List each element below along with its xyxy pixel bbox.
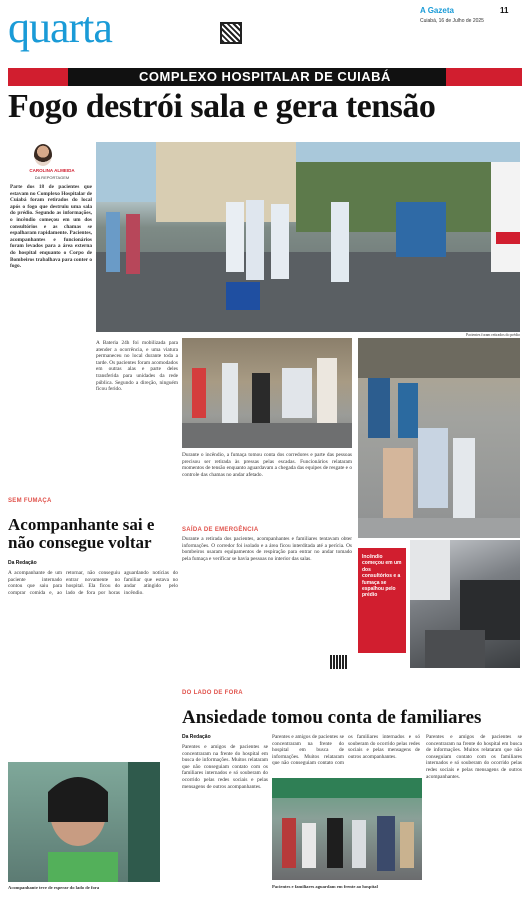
author-name: CAROLINA ALMEIDA bbox=[29, 168, 75, 173]
main-photo-scene bbox=[96, 142, 520, 332]
main-photo-caption: Pacientes foram retirados do prédio bbox=[466, 333, 520, 337]
bottom-story-kicker: DO LADO DE FORA bbox=[182, 690, 243, 696]
left-story-byline: Da Redação bbox=[8, 560, 37, 566]
bottom-photo-caption: Pacientes e familiares aguardam em frente ao hospital bbox=[272, 884, 378, 889]
left-story-text: A acompanhante de um paciente internado contou que saiu para comprar comida e, ao retornar, não conseguiu entrar novamente no hospital. Ela ficou do lado de fora por horas aguardando notícias do familiar que estava no andar atingido pelo incêndio. bbox=[8, 570, 178, 596]
right-photo bbox=[358, 338, 520, 538]
bottom-story-text-3: Parentes e amigos de pacientes se concentraram na frente do hospital em busca de informações. Muitos relataram que não conseguiam contato com os familiares internados e só souberam do ocorrido pelas redes sociais e pelas mensagens de outros acompanhantes. bbox=[426, 734, 522, 780]
left-bottom-caption: Acompanhante teve de esperar do lado de fora bbox=[8, 885, 100, 890]
topic-banner bbox=[8, 68, 522, 86]
banner-label: COMPLEXO HOSPITALAR DE CUIABÁ bbox=[139, 69, 391, 84]
middle-photo-scene bbox=[182, 338, 352, 448]
author-role: DA REPORTAGEM bbox=[34, 175, 70, 180]
right-photo-scene bbox=[358, 338, 520, 538]
bottom-photo bbox=[272, 778, 422, 880]
section-title: quarta bbox=[8, 3, 112, 52]
page-number: 11 bbox=[500, 6, 509, 15]
bottom-story-text-2: Parentes e amigos de pacientes se concentraram na frente do hospital em busca de informações. Muitos relataram que não conseguiam contato com os familiares internados e só souberam do ocorrido pelas redes sociais e pelas mensagens de outros acompanhantes. bbox=[272, 734, 420, 767]
headline: Fogo destrói sala e gera tensão bbox=[8, 88, 436, 125]
red-callout-box: Incêndio começou em um dos consultórios e a fumaça se espalhou pelo prédio bbox=[358, 548, 406, 653]
section2-text: Durante a retirada dos pacientes, acompanhantes e familiares tentavam obter informações. O corredor foi isolado e a área ficou interditada até a perícia. Os bombeiros usaram equipamentos de respiração para entrar no andar tomado pela fumaça e verificar se havia pessoas no interior das salas. bbox=[182, 536, 352, 562]
middle-photo bbox=[182, 338, 352, 448]
fire-photo-scene bbox=[410, 540, 520, 668]
section2-kicker: SAÍDA DE EMERGÊNCIA bbox=[182, 527, 259, 533]
fire-photo bbox=[410, 540, 520, 668]
col3-text: Durante o incêndio, a fumaça tomou conta dos corredores e parte das pessoas precisou ser retirada às pressas pelas escadas. Funcionários relataram momentos de tensão enquanto aguardavam a chegada das equipes de resgate e o controle das chamas no andar afetado. bbox=[182, 452, 352, 478]
bottom-photo-scene bbox=[272, 778, 422, 880]
left-bottom-photo bbox=[8, 762, 160, 882]
qr-code-small bbox=[330, 655, 348, 669]
author-photo bbox=[34, 144, 52, 166]
left-story-title: Acompanhante sai e não consegue voltar bbox=[8, 515, 155, 552]
left-story-kicker: SEM FUMAÇA bbox=[8, 498, 52, 504]
main-lead-text: Parte dos 18 de pacientes que estavam no Complexo Hospitalar de Cuiabá foram retirados do local após o fogo que destruiu uma sala do prédio. Segundo as informações, o incêndio começou em um dos consultórios e as chamas se espalharam rapidamente. Pacientes, acompanhantes e funcionários foram levados para a área externa do hospital enquanto o Corpo de Bombeiros trabalhava para conter o fogo. bbox=[10, 184, 92, 270]
main-photo bbox=[96, 142, 520, 332]
brand-name: A Gazeta bbox=[420, 6, 454, 15]
bottom-story-title: Ansiedade tomou conta de familiares bbox=[182, 707, 482, 728]
bottom-story-text: Parentes e amigos de pacientes se concentraram na frente do hospital em busca de informações. Muitos relataram que não conseguiam contato com os familiares internados e só souberam do ocorrido pelas redes sociais e pelas mensagens de outros acompanhantes. bbox=[182, 744, 268, 790]
left-bottom-photo-scene bbox=[8, 762, 160, 882]
col2-text: A Bateria 24h foi mobilizada para atender a ocorrência, e uma viatura permaneceu no local durante toda a tarde. Os pacientes foram acomodados em outras alas e parte deles transferida para unidades da rede pública. Segundo a direção, ninguém ficou ferido. bbox=[96, 340, 178, 393]
date-line: Cuiabá, 16 de Julho de 2025 bbox=[420, 18, 484, 24]
bottom-story-byline: Da Redação bbox=[182, 734, 211, 740]
qr-code bbox=[220, 22, 242, 44]
